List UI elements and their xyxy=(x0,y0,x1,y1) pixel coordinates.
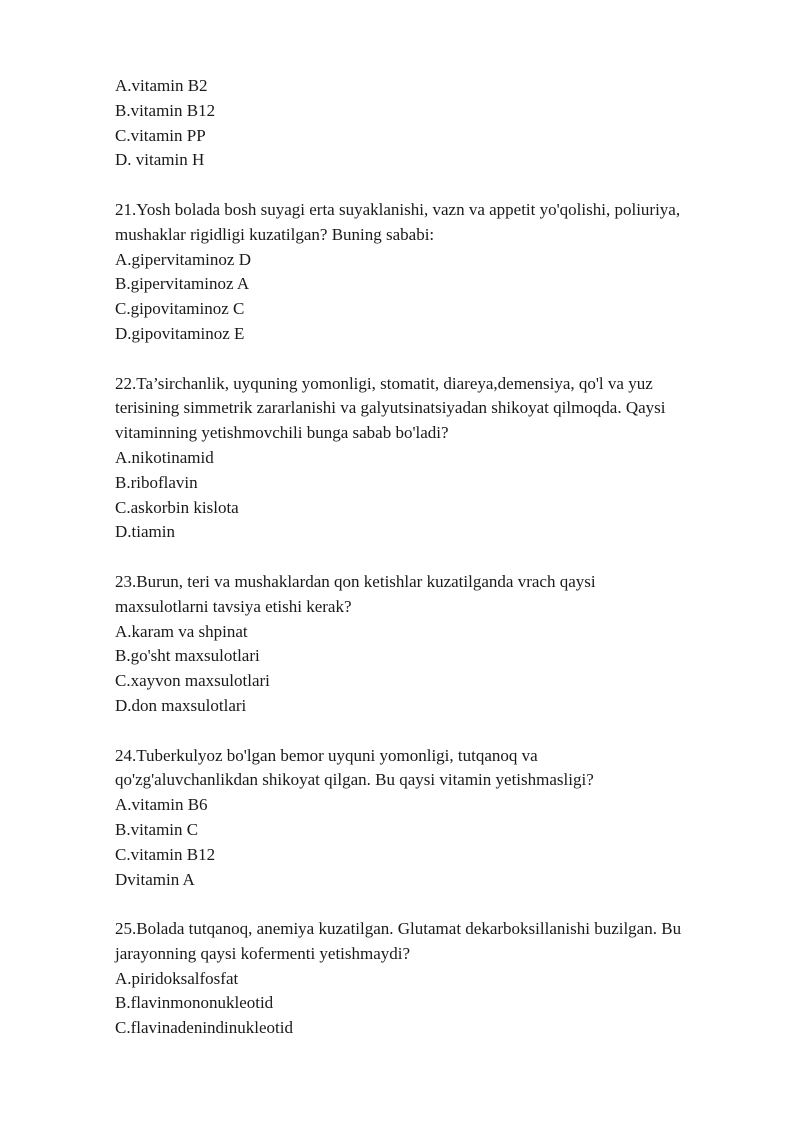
answer-option-d: Dvitamin A xyxy=(115,869,195,889)
question-text: qo'zg'aluvchanlikdan shikoyat qilgan. Bu qaysi vitamin yetishmasligi? xyxy=(115,770,594,790)
question-text: mushaklar rigidligi kuzatilgan? Buning sababi: xyxy=(115,224,435,244)
question-text: 25.Bolada tutqanoq, anemiya kuzatilgan. Glutamat dekarboksillanishi buzilgan. Bu xyxy=(115,919,682,939)
question-text: 23.Burun, teri va mushaklardan qon ketishlar kuzatilganda vrach qaysi xyxy=(115,571,596,591)
answer-option-a: A.piridoksalfosfat xyxy=(115,968,239,988)
answer-option-a: A.gipervitaminoz D xyxy=(115,249,251,269)
answer-option-b: B.gipervitaminoz A xyxy=(115,274,250,294)
question-text: 22.Ta’sirchanlik, uyquning yomonligi, stomatit, diareya,demensiya, qo'l va yuz xyxy=(115,373,653,393)
question-text: maxsulotlarni tavsiya etishi kerak? xyxy=(115,596,352,616)
answer-option-c: C.vitamin PP xyxy=(115,125,206,145)
answer-option-c: C.askorbin kislota xyxy=(115,497,239,517)
question-text: 21.Yosh bolada bosh suyagi erta suyaklanishi, vazn va appetit yo'qolishi, poliuriya, xyxy=(115,199,681,219)
answer-option-c: C.flavinadenindinukleotid xyxy=(115,1018,293,1038)
answer-option-c: C.vitamin B12 xyxy=(115,844,216,864)
answer-option-a: A.vitamin B2 xyxy=(115,76,208,95)
answer-option-d: D.tiamin xyxy=(115,522,175,542)
answer-option-d: D. vitamin H xyxy=(115,150,205,170)
question-text: 24.Tuberkulyoz bo'lgan bemor uyquni yomonligi, tutqanoq va xyxy=(115,745,538,765)
answer-option-b: B.riboflavin xyxy=(115,472,198,492)
question-text: terisining simmetrik zararlanishi va galyutsinatsiyadan shikoyat qilmoqda. Qaysi xyxy=(115,398,666,418)
question-21 xyxy=(115,198,755,347)
answer-options-block xyxy=(115,74,755,173)
question-text: jarayonning qaysi kofermenti yetishmaydi? xyxy=(115,943,411,963)
question-22 xyxy=(115,372,755,546)
question-23 xyxy=(115,570,755,719)
answer-option-b: B.flavinmononukleotid xyxy=(115,993,274,1013)
question-25 xyxy=(115,917,755,1041)
answer-option-d: D.gipovitaminoz E xyxy=(115,323,245,343)
answer-option-c: C.gipovitaminoz C xyxy=(115,299,245,319)
answer-option-b: B.vitamin B12 xyxy=(115,100,216,120)
answer-option-a: A.vitamin B6 xyxy=(115,795,208,815)
document-page xyxy=(115,74,755,1041)
answer-option-a: A.nikotinamid xyxy=(115,447,214,467)
answer-option-d: D.don maxsulotlari xyxy=(115,695,247,715)
question-text: vitaminning yetishmovchili bunga sabab bo'ladi? xyxy=(115,423,449,443)
answer-option-c: C.xayvon maxsulotlari xyxy=(115,671,270,691)
answer-option-a: A.karam va shpinat xyxy=(115,621,248,641)
question-24 xyxy=(115,744,755,893)
answer-option-b: B.go'sht maxsulotlari xyxy=(115,646,260,666)
answer-option-b: B.vitamin C xyxy=(115,819,199,839)
